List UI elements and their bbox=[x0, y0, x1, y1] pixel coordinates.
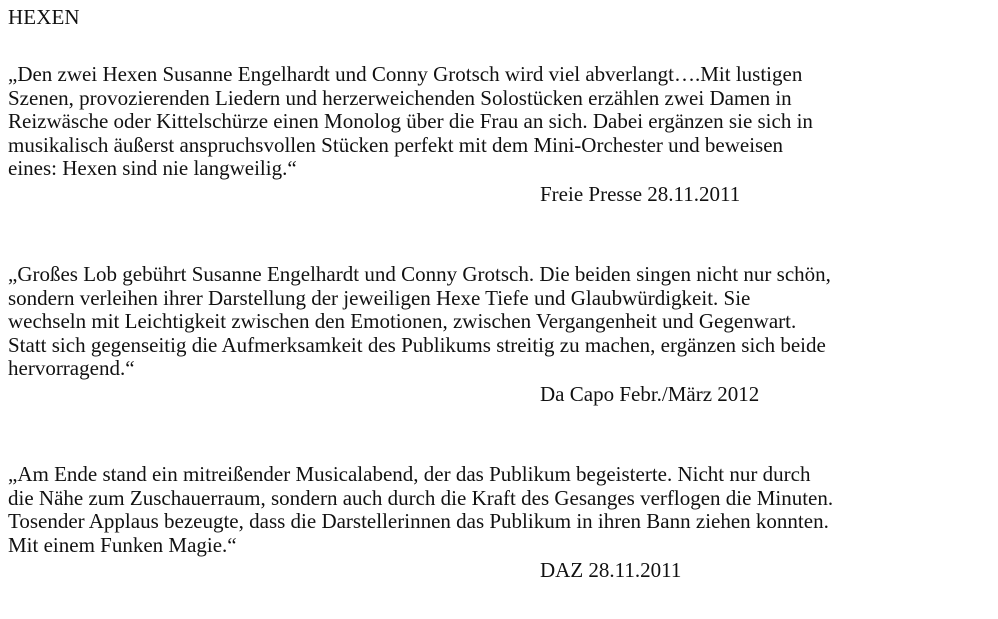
review-text-line: „Den zwei Hexen Susanne Engelhardt und Conny Grotsch wird viel abverlangt….Mit lustigen bbox=[8, 62, 803, 86]
review-text-line: „Am Ende stand ein mitreißender Musicalabend, der das Publikum begeisterte. Nicht nur durch bbox=[8, 462, 811, 486]
review-text-line: sondern verleihen ihrer Darstellung der jeweiligen Hexe Tiefe und Glaubwürdigkeit. Sie bbox=[8, 285, 751, 310]
review-source: Da Capo Febr./März 2012 bbox=[540, 381, 760, 406]
review-text-line: Mit einem Funken Magie.“ bbox=[8, 532, 237, 557]
review-text-line: Reizwäsche oder Kittelschürze einen Monolog über die Frau an sich. Dabei ergänzen sie sich in bbox=[8, 109, 813, 133]
review-text-line: Statt sich gegenseitig die Aufmerksamkeit des Publikums streitig zu machen, ergänzen sich beide bbox=[8, 332, 826, 357]
review-text-line: hervorragend.“ bbox=[8, 356, 135, 380]
review-daz bbox=[8, 463, 993, 583]
review-source: DAZ 28.11.2011 bbox=[540, 558, 682, 582]
review-text-line: wechseln mit Leichtigkeit zwischen den Emotionen, zwischen Vergangenheit und Gegenwart. bbox=[8, 309, 797, 333]
review-text-line: Szenen, provozierenden Liedern und herzerweichenden Solostücken erzählen zwei Damen in bbox=[8, 85, 792, 110]
document-title: HEXEN bbox=[8, 5, 80, 29]
document-page bbox=[8, 5, 993, 582]
review-da-capo bbox=[8, 263, 993, 406]
review-text-line: eines: Hexen sind nie langweilig.“ bbox=[8, 156, 297, 180]
review-text-line: die Nähe zum Zuschauerraum, sondern auch durch die Kraft des Gesanges verflogen die Minuten. bbox=[8, 485, 834, 510]
review-text-line: musikalisch äußerst anspruchsvollen Stücken perfekt mit dem Mini-Orchester und beweisen bbox=[8, 132, 784, 157]
review-text-line: Tosender Applaus bezeugte, dass die Darstellerinnen das Publikum in ihren Bann ziehen konnten. bbox=[8, 509, 829, 533]
review-source: Freie Presse 28.11.2011 bbox=[540, 181, 741, 206]
review-text-line: „Großes Lob gebührt Susanne Engelhardt und Conny Grotsch. Die beiden singen nicht nur schön, bbox=[8, 262, 831, 286]
review-freie-presse bbox=[8, 63, 993, 206]
